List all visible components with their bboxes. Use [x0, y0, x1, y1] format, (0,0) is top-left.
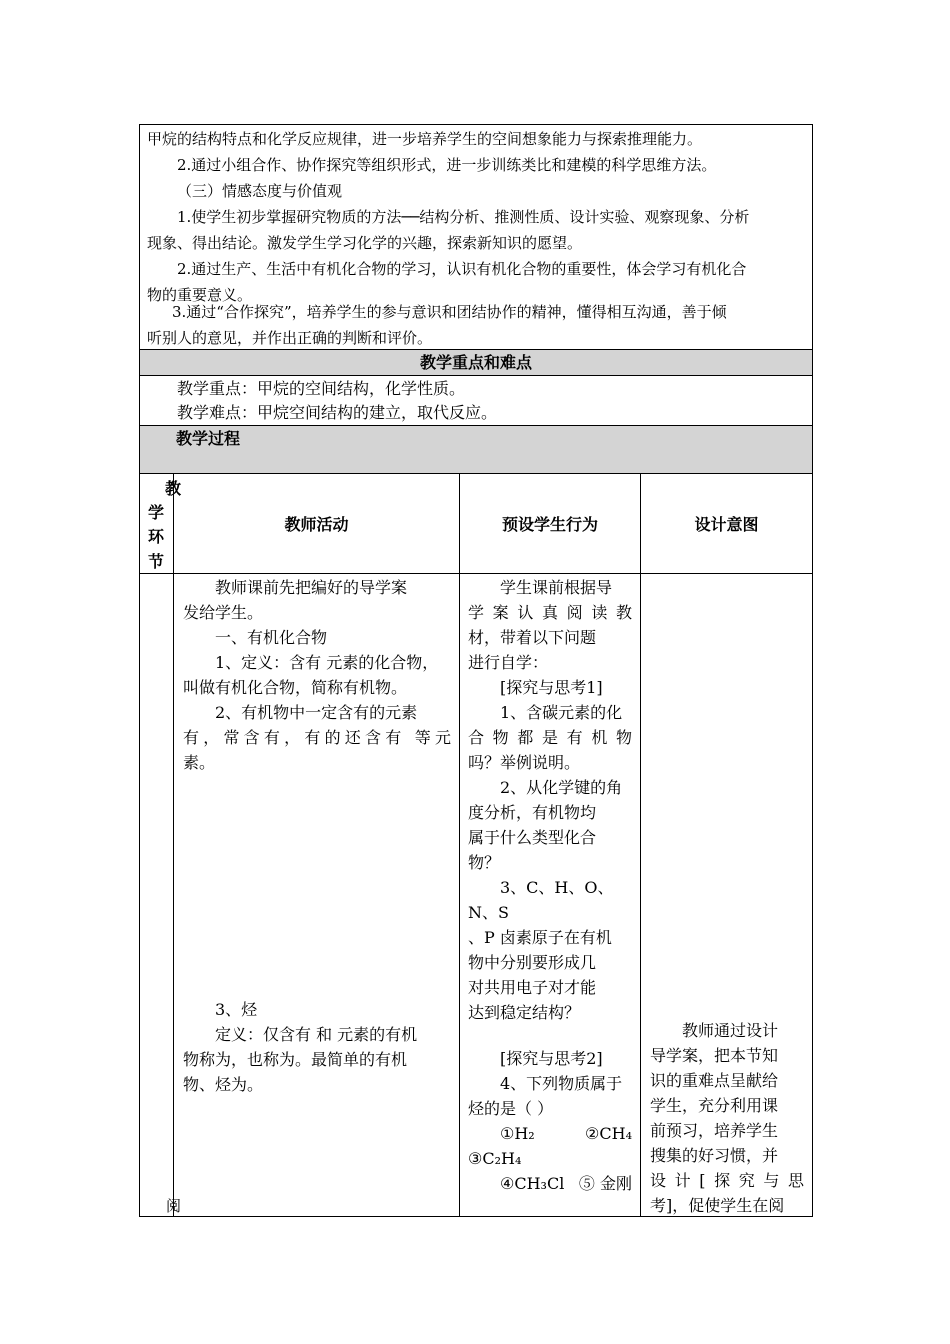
design-intent-cell — [650, 1018, 804, 1218]
student-para-4a: 2、从化学键的角 — [500, 778, 623, 797]
student-para-5b: 、P 卤素原子在有机 — [468, 928, 612, 947]
student-behavior-cell — [468, 575, 632, 1025]
intent-line-8: 考]，促使学生在阅 — [650, 1196, 785, 1215]
objective-line-5: 现象、得出结论。激发学生学习化学的兴趣，探索新知识的愿望。 — [147, 234, 583, 252]
stage-header-char-2: 学 — [148, 503, 165, 522]
teacher-para-5: 3、烃 — [215, 1000, 258, 1019]
teaching-difficulty: 教学难点：甲烷空间结构的建立，取代反应。 — [177, 403, 498, 422]
option-h2: ①H₂ — [500, 1124, 535, 1143]
student-para-1d: 进行自学： — [468, 653, 549, 672]
table-border-right — [812, 124, 813, 1217]
student-para-3b: 合物都是有机物 — [468, 728, 632, 747]
col-divider-stage — [173, 474, 174, 1216]
divider-header-row-bottom — [139, 573, 813, 574]
student-para-2: [探究与思考1] — [500, 678, 603, 697]
process-title: 教学过程 — [176, 429, 241, 448]
option-ch3cl: ④CH₃Cl — [500, 1174, 565, 1193]
teaching-focus: 教学重点：甲烷的空间结构，化学性质。 — [177, 379, 466, 398]
stage-header-char-4: 节 — [148, 552, 165, 571]
teacher-para-4a: 2、有机物中一定含有的元素 — [215, 703, 418, 722]
student-para-5d: 对共用电子对才能 — [468, 978, 597, 997]
intent-line-5: 前预习，培养学生 — [650, 1121, 779, 1140]
student-para-5e: 达到稳定结构？ — [468, 1003, 581, 1022]
table-border-top — [139, 124, 813, 125]
student-para-4b: 度分析，有机物均 — [468, 803, 597, 822]
stage-header-char-1: 教 — [165, 479, 182, 498]
objective-line-4: 1.使学生初步掌握研究物质的方法──结构分析、推测性质、设计实验、观察现象、分析 — [177, 208, 750, 226]
student-para-5a: 3、C、H、O、N、S — [468, 878, 614, 922]
objective-line-1: 甲烷的结构特点和化学反应规律，进一步培养学生的空间想象能力与探索推理能力。 — [147, 130, 703, 148]
intent-line-6: 搜集的好习惯，并 — [650, 1146, 779, 1165]
teacher-para-2: 一、有机化合物 — [215, 628, 328, 647]
intent-line-3: 识的重难点呈献给 — [650, 1071, 779, 1090]
teacher-activity-cell-2 — [183, 997, 451, 1097]
student-para-8 — [468, 1121, 632, 1146]
col-divider-teacher — [459, 474, 460, 1216]
student-behavior-header: 预设学生行为 — [501, 515, 598, 534]
student-para-5c: 物中分别要形成几 — [468, 953, 597, 972]
option-ch4: ②CH₄ — [585, 1124, 632, 1143]
student-para-1c: 材，带着以下问题 — [468, 628, 597, 647]
teacher-para-1b: 发给学生。 — [183, 603, 264, 622]
student-para-3c: 吗？举例说明。 — [468, 753, 581, 772]
teacher-activity-cell — [183, 575, 451, 775]
student-behavior-cell-2 — [468, 1046, 632, 1196]
teacher-para-3a: 1、定义：含有 元素的化合物， — [215, 653, 439, 672]
teacher-para-6b: 物称为，也称为。最简单的有机 — [183, 1050, 408, 1069]
intent-line-1: 教师通过设计 — [682, 1021, 779, 1040]
divider-process-bottom — [139, 473, 813, 474]
student-para-1b: 学案认真阅读教 — [468, 603, 632, 622]
objective-subheading: （三）情感态度与价值观 — [177, 182, 343, 200]
student-para-4c: 属于什么类型化合 — [468, 828, 597, 847]
stage-header-char-3: 环 — [148, 527, 165, 546]
teacher-para-6a: 定义：仅含有 和 元素的有机 — [215, 1025, 418, 1044]
intent-line-2: 导学案，把本节知 — [650, 1046, 779, 1065]
objective-line-2: 2.通过小组合作、协作探究等组织形式，进一步训练类比和建模的科学思维方法。 — [177, 156, 717, 174]
col-divider-student — [640, 474, 641, 1216]
objective-line-9: 听别人的意见，并作出正确的判断和评价。 — [147, 329, 433, 347]
process-header-band — [140, 426, 812, 473]
objective-line-7: 物的重要意义。 — [147, 286, 253, 304]
option-diamond: ⑤ 金刚 — [578, 1174, 632, 1193]
objective-line-6: 2.通过生产、生活中有机化合物的学习，认识有机化合物的重要性，体会学习有机化合 — [177, 260, 747, 278]
teacher-activity-header: 教师活动 — [284, 515, 349, 534]
teacher-para-4c: 素。 — [183, 753, 216, 772]
student-para-6: [探究与思考2] — [500, 1049, 603, 1068]
design-intent-header: 设计意图 — [694, 515, 759, 534]
teacher-para-1a: 教师课前先把编好的导学案 — [215, 578, 408, 597]
student-para-10 — [468, 1171, 632, 1196]
objective-line-8: 3.通过“合作探究”，培养学生的参与意识和团结协作的精神，懂得相互沟通，善于倾 — [172, 303, 727, 321]
student-para-7a: 4、下列物质属于 — [500, 1074, 623, 1093]
intent-line-7: 设计[探究与思 — [650, 1171, 804, 1190]
intent-line-4: 学生，充分利用课 — [650, 1096, 779, 1115]
student-para-7b: 烃的是（ ） — [468, 1099, 554, 1118]
keypoints-title: 教学重点和难点 — [419, 353, 532, 372]
teacher-para-6c: 物、烃为。 — [183, 1075, 264, 1094]
student-para-1a: 学生课前根据导 — [500, 578, 613, 597]
student-para-4d: 物？ — [468, 853, 501, 872]
teacher-para-3b: 叫做有机化合物，简称有机物。 — [183, 678, 408, 697]
student-para-3a: 1、含碳元素的化 — [500, 703, 623, 722]
table-border-left — [139, 124, 140, 1217]
teacher-para-4b: 有，常含有，有的还含有 等元 — [183, 728, 451, 747]
student-para-9: ③C₂H₄ — [468, 1149, 522, 1168]
stage-char-reading: 阅 — [166, 1197, 182, 1215]
